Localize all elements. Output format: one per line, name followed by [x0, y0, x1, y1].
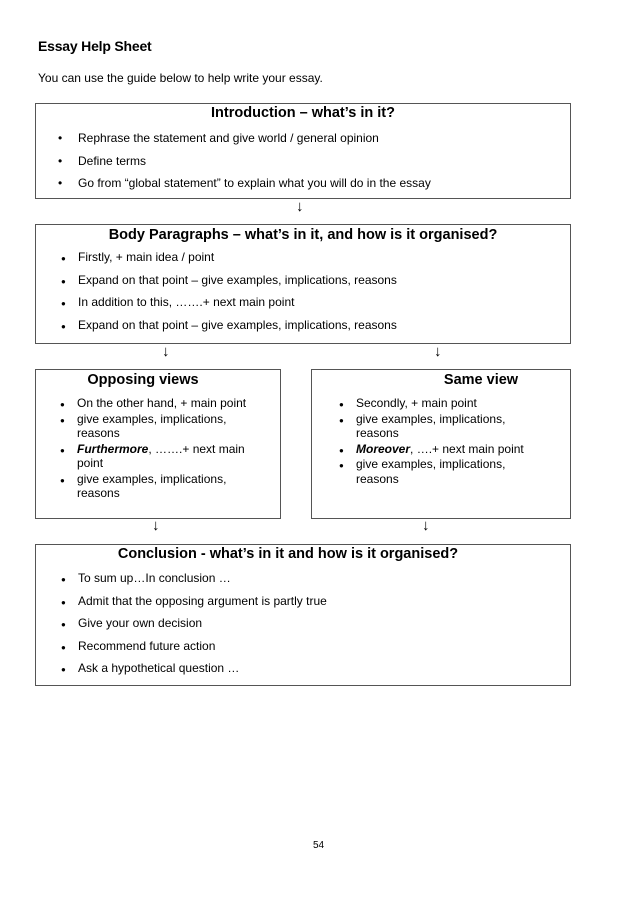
bullet-icon: ● — [61, 620, 66, 629]
same-view-box — [311, 369, 571, 519]
arrow-down-icon: ↓ — [296, 198, 304, 215]
bullet-icon: ● — [61, 321, 66, 331]
list-item: • Define terms — [58, 153, 147, 168]
bullet-icon: • — [58, 153, 63, 168]
body-paragraphs-box — [35, 224, 571, 344]
introduction-box — [35, 103, 571, 199]
list-item: ● give examples, implications, reasons — [60, 411, 227, 440]
list-item: ● Ask a hypothetical question … — [78, 661, 570, 676]
bullet-icon: ● — [61, 575, 66, 584]
bullet-icon: ● — [60, 475, 65, 485]
list-item: ● Firstly, + main idea / point — [78, 250, 570, 265]
bullet-icon: ● — [339, 461, 344, 470]
list-item: • Go from “global statement” to explain what you will do in the essay — [58, 176, 431, 190]
list-item: ● Expand on that point – give examples, implications, reasons — [78, 273, 570, 288]
list-item: ● Furthermore, …….+ next main point — [60, 441, 245, 470]
list-item: ● Secondly, + main point — [356, 396, 546, 411]
arrow-down-icon: ↓ — [434, 343, 442, 360]
bullet-icon: ● — [61, 299, 66, 308]
opposing-heading: Opposing views — [87, 372, 199, 388]
bullet-icon: ● — [339, 400, 344, 409]
arrow-down-icon: ↓ — [162, 343, 170, 360]
same-heading: Same view — [443, 372, 519, 388]
conclusion-box — [35, 544, 571, 686]
introduction-heading: Introduction – what’s in it? — [211, 105, 395, 121]
bullet-icon: • — [58, 131, 63, 145]
page-number: 54 — [313, 840, 325, 851]
bullet-icon: ● — [61, 254, 66, 263]
list-item: ● give examples, implications, reasons — [339, 457, 506, 486]
body-heading: Body Paragraphs – what’s in it, and how is it organised? — [108, 227, 498, 243]
bullet-icon: ● — [61, 597, 66, 607]
list-item: • Rephrase the statement and give world / general opinion — [58, 131, 379, 145]
arrow-down-icon: ↓ — [422, 517, 430, 534]
bullet-icon: ● — [60, 400, 65, 409]
bullet-icon: ● — [339, 415, 344, 425]
page-intro: You can use the guide below to help write your essay. — [38, 71, 323, 85]
page-title: Essay Help Sheet — [38, 38, 152, 54]
bullet-icon: ● — [60, 445, 65, 455]
list-item: ● To sum up…In conclusion … — [78, 571, 570, 586]
arrow-down-icon: ↓ — [152, 517, 160, 534]
bullet-icon: ● — [61, 665, 66, 674]
bullet-icon: ● — [339, 445, 344, 455]
bullet-icon: ● — [61, 642, 66, 652]
bullet-icon: ● — [61, 276, 66, 286]
list-item: ● In addition to this, …….+ next main point — [78, 295, 570, 310]
list-item: ● Give your own decision — [78, 616, 570, 631]
list-item: ● Recommend future action — [78, 639, 570, 654]
conclusion-heading: Conclusion - what’s in it and how is it organised? — [117, 546, 459, 562]
bullet-icon: ● — [60, 415, 65, 425]
opposing-views-box — [35, 369, 281, 519]
list-item: ● Moreover, ….+ next main point — [356, 442, 546, 457]
bullet-icon: • — [58, 176, 63, 190]
list-item: ● Expand on that point – give examples, implications, reasons — [78, 318, 570, 333]
list-item: ● Admit that the opposing argument is partly true — [78, 594, 570, 609]
list-item: ● give examples, implications, reasons — [339, 411, 506, 440]
list-item: ● On the other hand, + main point — [77, 396, 267, 411]
list-item: ● give examples, implications, reasons — [60, 471, 227, 500]
